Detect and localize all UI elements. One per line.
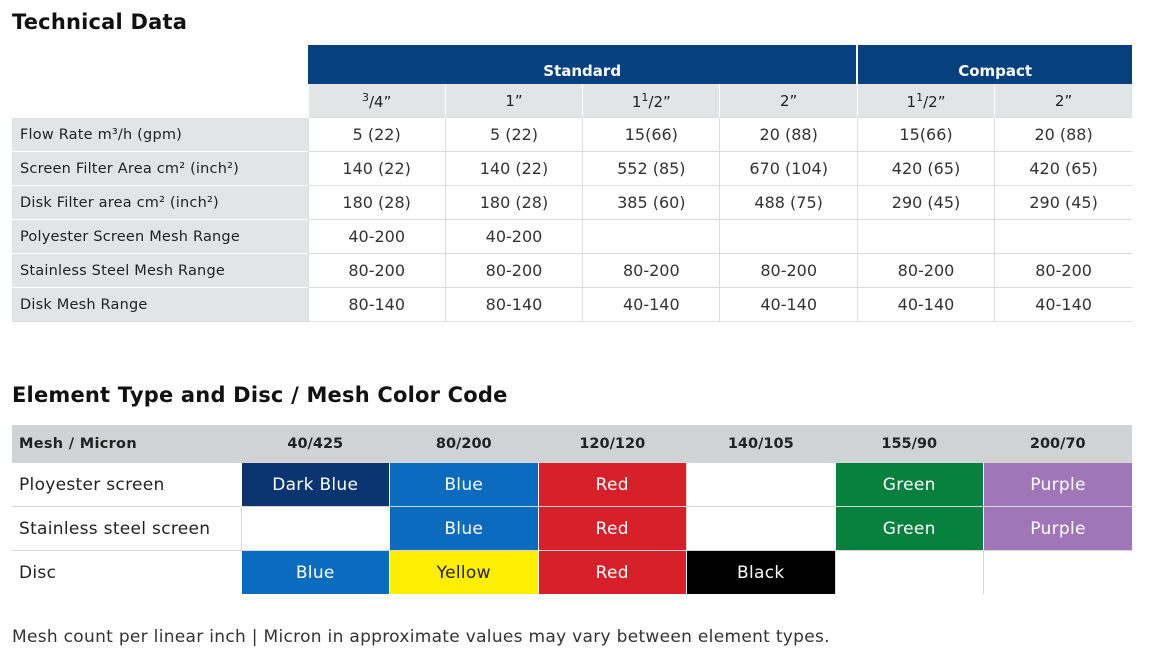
- size-denominator: 1”: [505, 91, 523, 110]
- size-header: [583, 84, 720, 118]
- value-cell: [583, 220, 720, 254]
- table-row: [12, 186, 1132, 220]
- group-header-compact: Compact: [857, 45, 1132, 84]
- row-label: Flow Rate m³/h (gpm): [12, 118, 308, 152]
- size-header-spacer: [12, 84, 308, 118]
- value-cell: 80-200: [720, 254, 857, 288]
- value-cell: 15(66): [583, 118, 720, 152]
- size-header: [308, 84, 445, 118]
- mesh-column-header: 155/90: [835, 425, 984, 463]
- color-swatch-cell: Blue: [390, 463, 539, 507]
- value-cell: 80-140: [308, 288, 445, 322]
- value-cell: 40-140: [720, 288, 857, 322]
- value-cell: 40-140: [857, 288, 994, 322]
- value-cell: 140 (22): [308, 152, 445, 186]
- table-row: [12, 220, 1132, 254]
- technical-data-title: Technical Data: [12, 10, 188, 34]
- size-header: [720, 84, 857, 118]
- value-cell: 420 (65): [995, 152, 1132, 186]
- value-cell: 80-140: [445, 288, 582, 322]
- mesh-column-header: 40/425: [241, 425, 390, 463]
- size-denominator: /2”: [923, 92, 946, 111]
- color-code-title: Element Type and Disc / Mesh Color Code: [12, 383, 508, 407]
- value-cell: 15(66): [857, 118, 994, 152]
- size-numerator: 1: [916, 90, 924, 104]
- color-row: [12, 507, 1132, 551]
- color-swatch-cell: Purple: [984, 463, 1133, 507]
- size-denominator: 2”: [1054, 91, 1073, 110]
- mesh-column-header: 80/200: [390, 425, 539, 463]
- row-label: Disk Filter area cm² (inch²): [12, 186, 308, 220]
- color-swatch-cell: [984, 551, 1133, 595]
- color-swatch-cell: Green: [835, 507, 984, 551]
- color-swatch-cell: Black: [687, 551, 836, 595]
- value-cell: 290 (45): [857, 186, 994, 220]
- color-code-table: [12, 425, 1132, 594]
- value-cell: 80-200: [995, 254, 1132, 288]
- value-cell: 40-200: [308, 220, 445, 254]
- size-header: [857, 84, 994, 118]
- technical-data-table: [12, 45, 1132, 322]
- row-label: Stainless Steel Mesh Range: [12, 254, 308, 288]
- color-row: [12, 551, 1132, 595]
- row-label: Screen Filter Area cm² (inch²): [12, 152, 308, 186]
- color-swatch-cell: Purple: [984, 507, 1133, 551]
- mesh-column-header: 200/70: [984, 425, 1133, 463]
- value-cell: 40-200: [445, 220, 582, 254]
- element-type-label: Stainless steel screen: [12, 507, 241, 551]
- value-cell: 140 (22): [445, 152, 582, 186]
- size-whole: 1: [906, 92, 917, 111]
- size-numerator: 3: [361, 90, 369, 104]
- value-cell: 80-200: [445, 254, 582, 288]
- value-cell: 5 (22): [445, 118, 582, 152]
- element-type-label: Disc: [12, 551, 241, 595]
- value-cell: 80-200: [857, 254, 994, 288]
- color-header-row: [12, 425, 1132, 463]
- value-cell: 20 (88): [995, 118, 1132, 152]
- size-header: [445, 84, 582, 118]
- value-cell: 670 (104): [720, 152, 857, 186]
- value-cell: [720, 220, 857, 254]
- table-row: [12, 288, 1132, 322]
- color-swatch-cell: Yellow: [390, 551, 539, 595]
- value-cell: 5 (22): [308, 118, 445, 152]
- size-whole: 1: [631, 92, 642, 111]
- color-swatch-cell: Blue: [390, 507, 539, 551]
- mesh-column-header: 140/105: [687, 425, 836, 463]
- color-swatch-cell: [241, 507, 390, 551]
- row-label: Polyester Screen Mesh Range: [12, 220, 308, 254]
- color-swatch-cell: Dark Blue: [241, 463, 390, 507]
- color-swatch-cell: [687, 463, 836, 507]
- value-cell: 488 (75): [720, 186, 857, 220]
- group-header-standard: Standard: [308, 45, 857, 84]
- element-type-label: Ployester screen: [12, 463, 241, 507]
- value-cell: 80-200: [308, 254, 445, 288]
- value-cell: 20 (88): [720, 118, 857, 152]
- color-swatch-cell: [687, 507, 836, 551]
- group-header-spacer: [12, 45, 308, 84]
- value-cell: 180 (28): [308, 186, 445, 220]
- color-swatch-cell: Green: [835, 463, 984, 507]
- value-cell: 290 (45): [995, 186, 1132, 220]
- color-swatch-cell: Red: [538, 551, 687, 595]
- value-cell: 40-140: [995, 288, 1132, 322]
- value-cell: 385 (60): [583, 186, 720, 220]
- size-header: [995, 84, 1132, 118]
- mesh-micron-header: Mesh / Micron: [12, 425, 241, 463]
- size-denominator: 2”: [780, 91, 798, 110]
- table-row: [12, 254, 1132, 288]
- color-row: [12, 463, 1132, 507]
- size-denominator: /4”: [368, 92, 392, 111]
- value-cell: [995, 220, 1132, 254]
- value-cell: 40-140: [583, 288, 720, 322]
- table-row: [12, 152, 1132, 186]
- value-cell: 552 (85): [583, 152, 720, 186]
- color-swatch-cell: Red: [538, 507, 687, 551]
- row-label: Disk Mesh Range: [12, 288, 308, 322]
- color-swatch-cell: [835, 551, 984, 595]
- size-denominator: /2”: [648, 92, 671, 111]
- value-cell: 80-200: [583, 254, 720, 288]
- color-swatch-cell: Red: [538, 463, 687, 507]
- value-cell: 420 (65): [857, 152, 994, 186]
- size-numerator: 1: [641, 90, 649, 104]
- value-cell: [857, 220, 994, 254]
- color-swatch-cell: Blue: [241, 551, 390, 595]
- table-row: [12, 118, 1132, 152]
- mesh-column-header: 120/120: [538, 425, 687, 463]
- size-header-row: [12, 84, 1132, 118]
- footnote: Mesh count per linear inch | Micron in approximate values may vary between element types.: [12, 627, 830, 647]
- value-cell: 180 (28): [445, 186, 582, 220]
